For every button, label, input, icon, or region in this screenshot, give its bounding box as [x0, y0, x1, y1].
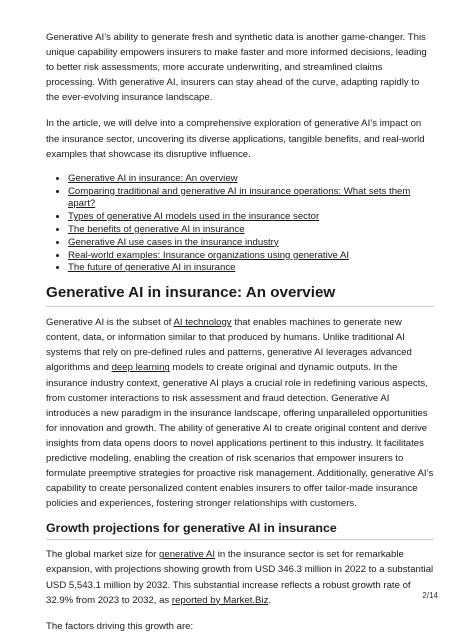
- market-biz-link[interactable]: reported by Market.Biz: [171, 594, 269, 606]
- growth-text-1: The global market size for: [46, 549, 160, 561]
- overview-paragraph: [46, 315, 434, 511]
- deep-learning-link[interactable]: deep learning: [111, 362, 170, 374]
- toc-link-comparing[interactable]: Comparing traditional and generative AI in insurance operations: What sets them apart?: [68, 185, 411, 210]
- ai-technology-link[interactable]: AI technology: [173, 317, 232, 329]
- article-page: [46, 30, 434, 634]
- page-number: 2/14: [422, 591, 438, 600]
- generative-ai-link[interactable]: generative AI: [159, 549, 216, 561]
- toc-link-use-cases[interactable]: Generative AI use cases in the insurance industry: [68, 236, 279, 248]
- overview-text-2: that enables machines to generate new content, data, or information similar to that produced by humans. Unlike traditional AI systems that rely on pre-defined rules and patterns, generative AI leverages advanced algorithms and: [46, 317, 412, 374]
- toc-item: [68, 224, 434, 237]
- toc-item: [68, 250, 434, 263]
- overview-text-3: models to create original and dynamic outputs. In the insurance industry context, generative AI plays a crucial role in redefining various aspects, from customer interactions to risk assessment and fraud detection. Generative AI introduces a new paradigm in the insurance landscape, offering unparalleled opportunities for innovation and growth. The ability of generative AI to create original content and derive insights from data opens doors to novel applications pertinent to this industry. It facilitates predictive modeling, enabling the creation of risk scenarios that empower insurers to formulate preemptive strategies for proactive risk management. Additionally, generative AI’s capability to create personalized content enables insurers to offer tailor-made insurance policies and experiences, fostering stronger relationships with customers.: [46, 362, 434, 510]
- overview-text-1: Generative AI is the subset of: [46, 317, 174, 329]
- toc-item: [68, 186, 434, 212]
- toc-link-benefits[interactable]: The benefits of generative AI in insurance: [68, 223, 245, 235]
- factors-paragraph: The factors driving this growth are:: [46, 620, 194, 632]
- toc-item: [68, 237, 434, 250]
- toc-link-types[interactable]: Types of generative AI models used in the insurance sector: [68, 211, 320, 223]
- intro-paragraph-1: Generative AI’s ability to generate fresh and synthetic data is another game-changer. This unique capability empowers insurers to make faster and more informed decisions, leading to better risk assessments, more accurate underwriting, and streamlined claims processing. With generative AI, insurers can stay ahead of the curve, adapting rapidly to the ever-evolving insurance landscape.: [46, 32, 427, 104]
- growth-paragraph: [46, 547, 434, 607]
- growth-text-2: in the insurance sector is set for remarkable expansion, with projections showing growth from USD 346.3 million in 2022 to a substantial USD 5,543.1 million by 2032. This substantial increase reflects a robust growth rate of 32.9% from 2023 to 2032, as: [46, 549, 434, 606]
- growth-text-3: .: [268, 594, 272, 606]
- toc-link-future[interactable]: The future of generative AI in insurance: [68, 262, 236, 274]
- toc-link-examples[interactable]: Real-world examples: Insurance organizations using generative AI: [68, 249, 350, 261]
- toc-item: [68, 262, 434, 275]
- toc-item: [68, 211, 434, 224]
- toc-item: [68, 173, 434, 186]
- overview-heading: Generative AI in insurance: An overview: [46, 284, 434, 307]
- table-of-contents: [46, 173, 434, 275]
- toc-link-overview[interactable]: Generative AI in insurance: An overview: [68, 172, 238, 184]
- intro-paragraph-2: In the article, we will delve into a comprehensive exploration of generative AI’s impact on the insurance sector, uncovering its diverse applications, tangible benefits, and real-world examples that showcase its disruptive influence.: [46, 118, 425, 160]
- growth-heading: Growth projections for generative AI in insurance: [46, 521, 434, 540]
